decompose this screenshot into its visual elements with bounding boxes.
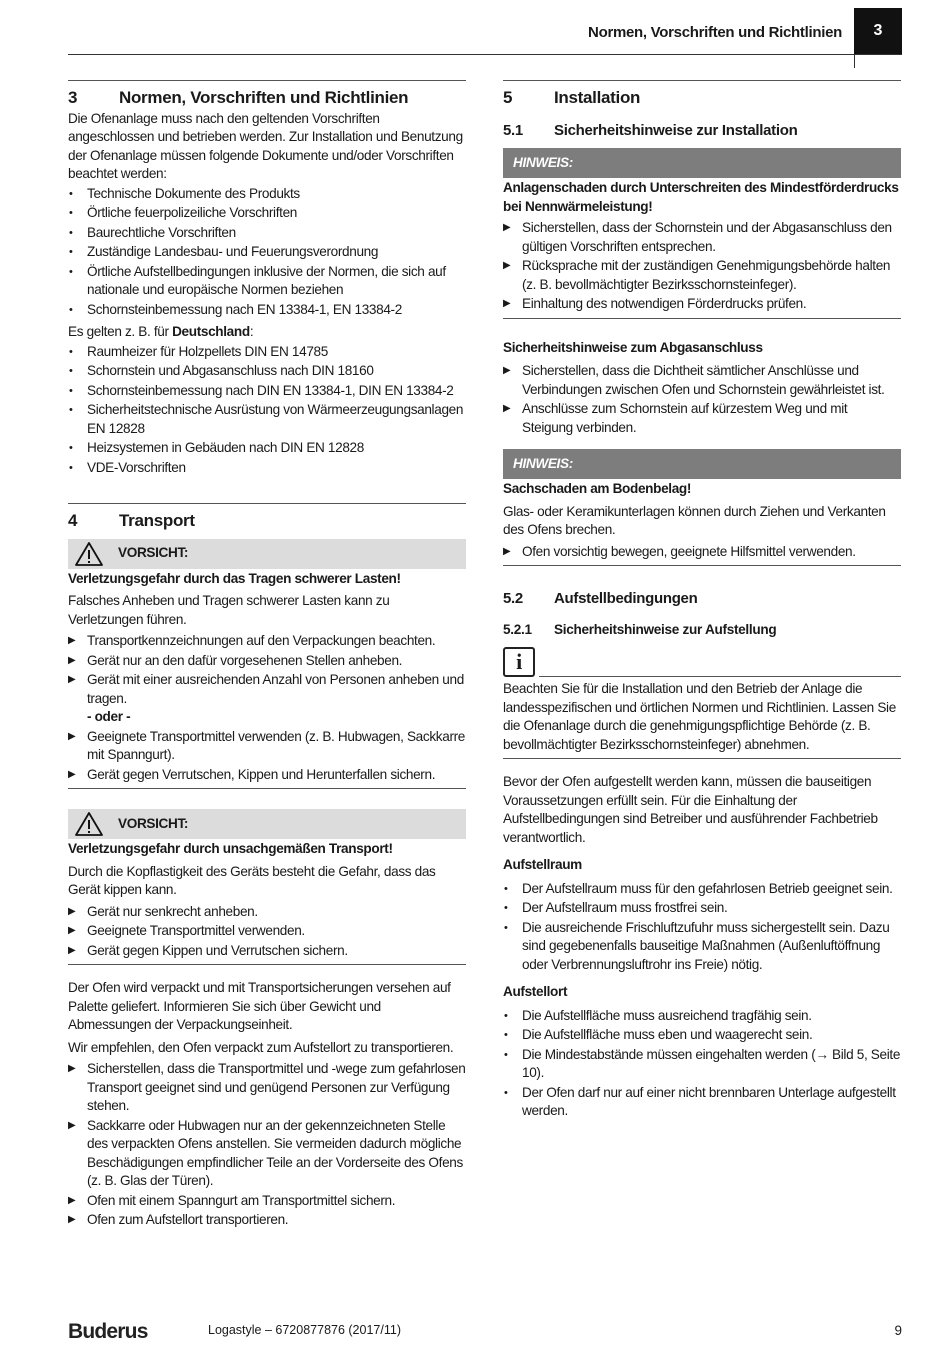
warning-triangle-icon bbox=[74, 811, 104, 837]
list-item: • Baurechtliche Vorschriften bbox=[68, 224, 466, 243]
section-5-2-heading bbox=[503, 590, 901, 609]
notice-text: Glas- oder Keramikunterlagen können durch Ziehen und Verkanten des Ofens brechen. bbox=[503, 503, 886, 537]
list-item: • Die ausreichende Frischluftzufuhr muss sichergestellt sein. Dazu sind gegebenenfalls bauseitige Maßnahmen (Außenluftöffnung oder Verbrennungsluftrohr ins Freie) nötig. bbox=[503, 919, 901, 975]
section-title: Transport bbox=[119, 511, 195, 530]
caution-header bbox=[68, 539, 466, 569]
notice-steps bbox=[503, 543, 901, 562]
step-item: ▶ Sicherstellen, dass die Transportmittel und -wege zum gefahrlosen Transport geeignet sind und genügend Personen zur Verfügung stehen. bbox=[68, 1060, 466, 1116]
step-item: ▶ Ofen vorsichtig bewegen, geeignete Hilfsmittel verwenden. bbox=[503, 543, 901, 562]
list-item: • Schornsteinbemessung nach EN 13384-1, EN 13384-2 bbox=[68, 301, 466, 320]
abgas-steps bbox=[503, 362, 901, 437]
section-5-1-heading bbox=[503, 122, 901, 141]
step-item: ▶ Sicherstellen, dass der Schornstein und der Abgasanschluss den gültigen Vorschriften entsprechen. bbox=[503, 219, 901, 256]
germany-intro bbox=[68, 323, 466, 342]
section-number: 5.2 bbox=[503, 590, 523, 607]
notice-header: HINWEIS: bbox=[503, 449, 901, 479]
aufstellraum-list bbox=[503, 880, 901, 975]
list-item: • Schornstein und Abgasanschluss nach DIN 18160 bbox=[68, 362, 466, 381]
caution-box-1 bbox=[68, 539, 466, 790]
section-rule bbox=[68, 503, 466, 531]
germany-bold: Deutschland bbox=[172, 324, 250, 339]
section-number: 4 bbox=[68, 511, 78, 530]
caution-steps bbox=[68, 632, 466, 708]
info-rule bbox=[539, 676, 901, 677]
aufstellort-list bbox=[503, 1007, 901, 1121]
section-3-heading bbox=[68, 89, 466, 108]
list-item: • Die Mindestabstände müssen eingehalten werden (→ Bild 5, Seite 10). bbox=[503, 1046, 901, 1083]
warning-triangle-icon bbox=[74, 541, 104, 567]
notice-headline: Anlagenschaden durch Unterschreiten des Mindestförderdrucks bei Nennwärmeleistung! bbox=[503, 180, 899, 214]
step-item: ▶ Gerät nur senkrecht anheben. bbox=[68, 903, 466, 922]
documents-list bbox=[68, 185, 466, 320]
header-tick bbox=[854, 54, 855, 68]
list-item: • Örtliche Aufstellbedingungen inklusive der Normen, die sich auf nationale und europäische Normen beziehen bbox=[68, 263, 466, 300]
section-3-intro: Die Ofenanlage muss nach den geltenden Vorschriften angeschlossen und betrieben werden. Zur Installation und Benutzung der Ofenanlage müssen folgende Dokumente und/oder Vorschriften beachtet werden: bbox=[68, 110, 463, 181]
list-item: • Raumheizer für Holzpellets DIN EN 14785 bbox=[68, 343, 466, 362]
caution-text: Durch die Kopflastigkeit des Geräts besteht die Gefahr, dass das Gerät kippen kann. bbox=[68, 863, 436, 897]
notice-box-2 bbox=[503, 449, 901, 566]
left-column bbox=[68, 80, 466, 1230]
step-item: ▶ Sicherstellen, dass die Dichtheit sämtlicher Anschlüsse und Verbindungen zwischen Ofen und Schornstein gewährleistet ist. bbox=[503, 362, 901, 399]
section-title: Aufstellbedingungen bbox=[554, 590, 698, 607]
list-item: • Der Aufstellraum muss frostfrei sein. bbox=[503, 899, 901, 918]
germany-list bbox=[68, 343, 466, 478]
chapter-number-tab: 3 bbox=[854, 8, 902, 54]
info-text: Beachten Sie für die Installation und den Betrieb der Anlage die landesspezifischen und örtlichen Normen und Richtlinien. Lassen Sie die Ofenanlage durch die genehmigungspflichtige Behörde (z. B. bevollmächtigter Bezirksschornsteinfeger) abnehmen. bbox=[503, 681, 896, 752]
list-item: • Der Aufstellraum muss für den gefahrlosen Betrieb geeignet sein. bbox=[503, 880, 901, 899]
notice-header: HINWEIS: bbox=[503, 148, 901, 178]
document-reference: Logastyle – 6720877876 (2017/11) bbox=[208, 1323, 401, 1337]
info-icon: i bbox=[503, 647, 535, 677]
caution-steps-alt bbox=[68, 728, 466, 785]
list-item: • Sicherheitstechnische Ausrüstung von Wärmeerzeugungsanlagen EN 12828 bbox=[68, 401, 466, 438]
section-rule bbox=[68, 80, 466, 108]
step-item: ▶ Anschlüsse zum Schornstein auf kürzestem Weg und mit Steigung verbinden. bbox=[503, 400, 901, 437]
list-item: • Örtliche feuerpolizeiliche Vorschriften bbox=[68, 204, 466, 223]
info-box bbox=[503, 647, 901, 759]
caution-steps bbox=[68, 903, 466, 961]
caution-headline: Verletzungsgefahr durch das Tragen schwerer Lasten! bbox=[68, 570, 401, 586]
notice-headline: Sachschaden am Bodenbelag! bbox=[503, 481, 692, 496]
step-item: ▶ Ofen mit einem Spanngurt am Transportmittel sichern. bbox=[68, 1192, 466, 1211]
caution-label: VORSICHT: bbox=[118, 815, 189, 831]
section-5-heading bbox=[503, 89, 901, 108]
abgas-heading: Sicherheitshinweise zum Abgasanschluss bbox=[503, 339, 763, 355]
section-5-2-1-heading bbox=[503, 621, 901, 640]
step-item: ▶ Geeignete Transportmittel verwenden. bbox=[68, 922, 466, 941]
running-header-title: Normen, Vorschriften und Richtlinien bbox=[588, 24, 842, 41]
caution-text: Falsches Anheben und Tragen schwerer Lasten kann zu Verletzungen führen. bbox=[68, 593, 390, 627]
aufstell-paragraph: Bevor der Ofen aufgestellt werden kann, müssen die bauseitigen Voraussetzungen erfüllt sein. Für die Einhaltung der Aufstellbedingungen sind Betreiber und ausführender Fachbetrieb verantwortlich. bbox=[503, 774, 878, 845]
page-number: 9 bbox=[894, 1323, 902, 1338]
section-title: Sicherheitshinweise zur Aufstellung bbox=[554, 621, 777, 637]
step-item: ▶ Transportkennzeichnungen auf den Verpackungen beachten. bbox=[68, 632, 466, 651]
section-title: Sicherheitshinweise zur Installation bbox=[554, 121, 798, 139]
step-item: ▶ Rücksprache mit der zuständigen Genehmigungsbehörde halten (z. B. bevollmächtigter Bezirksschornsteinfeger). bbox=[503, 257, 901, 294]
oder-separator: - oder - bbox=[87, 709, 131, 724]
running-header bbox=[68, 8, 902, 55]
aufstellort-heading: Aufstellort bbox=[503, 984, 568, 999]
transport-paragraph-2: Wir empfehlen, den Ofen verpackt zum Aufstellort zu transportieren. bbox=[68, 1039, 454, 1055]
step-item: ▶ Gerät mit einer ausreichenden Anzahl von Personen anheben und tragen. bbox=[68, 671, 466, 708]
list-item: • Der Ofen darf nur auf einer nicht brennbaren Unterlage aufgestellt werden. bbox=[503, 1084, 901, 1121]
germany-suffix: : bbox=[249, 324, 254, 339]
caution-label: VORSICHT: bbox=[118, 545, 189, 561]
list-item: • Heizsystemen in Gebäuden nach DIN EN 12828 bbox=[68, 439, 466, 458]
section-number: 5.2.1 bbox=[503, 621, 532, 637]
list-item: • Schornsteinbemessung nach DIN EN 13384-1, DIN EN 13384-2 bbox=[68, 382, 466, 401]
page-footer bbox=[68, 1316, 902, 1346]
right-column bbox=[503, 80, 901, 1121]
caution-header bbox=[68, 809, 466, 839]
list-item: • Zuständige Landesbau- und Feuerungsverordnung bbox=[68, 243, 466, 262]
step-item: ▶ Gerät nur an den dafür vorgesehenen Stellen anheben. bbox=[68, 652, 466, 671]
notice-box-1 bbox=[503, 148, 901, 319]
caution-box-2 bbox=[68, 809, 466, 965]
step-item: ▶ Sackkarre oder Hubwagen nur an der gekennzeichneten Stelle des verpackten Ofens anstellen. Sie vermeiden dadurch mögliche Beschädigungen empfindlicher Teile an der Vorderseite des Ofens (z. B. Glas der Türen). bbox=[68, 1117, 466, 1191]
buderus-logo: Buderus bbox=[68, 1320, 148, 1343]
germany-prefix: Es gelten z. B. für bbox=[68, 324, 173, 339]
list-item: • Die Aufstellfläche muss eben und waagerecht sein. bbox=[503, 1026, 901, 1045]
step-item: ▶ Gerät gegen Verrutschen, Kippen und Herunterfallen sichern. bbox=[68, 766, 466, 785]
section-title: Normen, Vorschriften und Richtlinien bbox=[119, 88, 409, 107]
section-rule bbox=[503, 80, 901, 108]
list-item: • VDE-Vorschriften bbox=[68, 459, 466, 478]
caution-headline: Verletzungsgefahr durch unsachgemäßen Transport! bbox=[68, 841, 393, 856]
list-item: • Die Aufstellfläche muss ausreichend tragfähig sein. bbox=[503, 1007, 901, 1026]
section-4-heading bbox=[68, 512, 466, 531]
step-item: ▶ Gerät gegen Kippen und Verrutschen sichern. bbox=[68, 942, 466, 961]
transport-steps bbox=[68, 1060, 466, 1230]
list-item: • Technische Dokumente des Produkts bbox=[68, 185, 466, 204]
section-title: Installation bbox=[554, 88, 641, 107]
section-number: 5 bbox=[503, 88, 513, 107]
step-item: ▶ Ofen zum Aufstellort transportieren. bbox=[68, 1211, 466, 1230]
transport-paragraph-1: Der Ofen wird verpackt und mit Transportsicherungen versehen auf Palette geliefert. Informieren Sie sich über Gewicht und Abmessungen der Verpackungseinheit. bbox=[68, 980, 451, 1032]
info-header bbox=[503, 647, 901, 677]
notice-steps bbox=[503, 219, 901, 314]
step-item: ▶ Einhaltung des notwendigen Förderdrucks prüfen. bbox=[503, 295, 901, 314]
section-number: 3 bbox=[68, 88, 78, 107]
aufstellraum-heading: Aufstellraum bbox=[503, 857, 582, 872]
section-number: 5.1 bbox=[503, 121, 523, 139]
step-item: ▶ Geeignete Transportmittel verwenden (z. B. Hubwagen, Sackkarre mit Spanngurt). bbox=[68, 728, 466, 765]
